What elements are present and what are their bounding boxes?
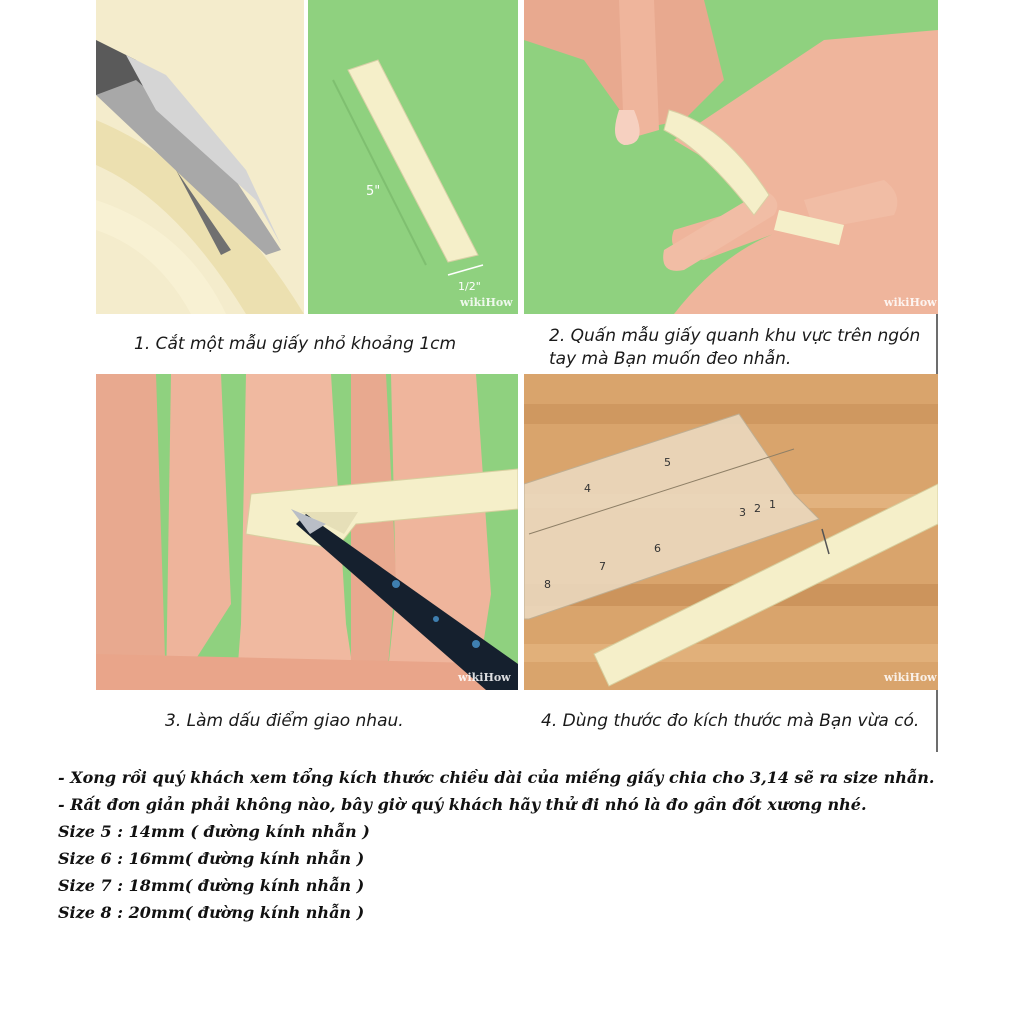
step4-image (524, 374, 938, 690)
watermark: wikiHow (458, 671, 511, 684)
watermark: wikiHow (884, 671, 937, 684)
size-5-line: Size 5 : 14mm ( đường kính nhẫn ) (58, 822, 370, 841)
watermark: wikiHow (884, 296, 937, 309)
ruler-number: 2 (754, 502, 761, 515)
ruler-number: 3 (739, 506, 746, 519)
step4-caption: 4. Dùng thước đo kích thước mà Bạn vừa có. (541, 711, 920, 731)
ruler-number: 6 (654, 542, 661, 555)
length-label: 5" (366, 184, 381, 199)
size-8-line: Size 8 : 20mm( đường kính nhẫn ) (58, 903, 365, 922)
watermark: wikiHow (460, 296, 513, 309)
step3-image (96, 374, 518, 690)
note-line: - Rất đơn giản phải không nào, bây giờ quý khách hãy thử đi nhó là đo gần đốt xương nhé. (58, 795, 867, 814)
step2-image (524, 0, 938, 314)
step2-caption-line2: tay mà Bạn muốn đeo nhẫn. (549, 349, 792, 369)
note-line: - Xong rồi quý khách xem tổng kích thước chiều dài của miếng giấy chia cho 3,14 sẽ ra size nhẫn. (58, 768, 935, 787)
ruler-number: 8 (544, 578, 551, 591)
ruler-number: 4 (584, 482, 591, 495)
step1-caption: 1. Cắt một mẫu giấy nhỏ khoảng 1cm (134, 334, 457, 354)
ruler-number: 7 (599, 560, 606, 573)
ruler-number: 5 (664, 456, 671, 469)
size-7-line: Size 7 : 18mm( đường kính nhẫn ) (58, 876, 365, 895)
width-label: 1/2" (458, 280, 481, 293)
step2-caption-line1: 2. Quấn mẫu giấy quanh khu vực trên ngón (549, 326, 921, 346)
size-6-line: Size 6 : 16mm( đường kính nhẫn ) (58, 849, 365, 868)
step1-scissors-image (96, 0, 304, 314)
step1-paper-strip-image (308, 0, 518, 314)
instructions-text (58, 764, 998, 926)
ruler-number: 1 (769, 498, 776, 511)
step3-caption: 3. Làm dấu điểm giao nhau. (165, 711, 404, 731)
